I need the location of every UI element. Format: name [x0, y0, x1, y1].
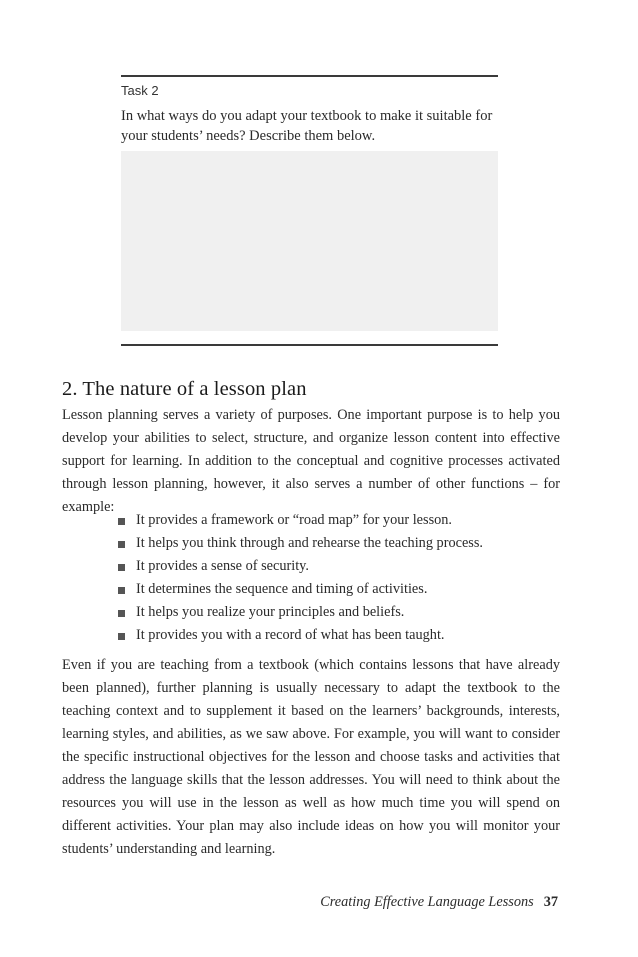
section-heading: 2. The nature of a lesson plan: [62, 378, 307, 400]
square-bullet-icon: [118, 633, 125, 640]
square-bullet-icon: [118, 564, 125, 571]
list-item: [118, 624, 483, 647]
list-item-text: It provides you with a record of what has been taught.: [136, 627, 445, 643]
list-item: [118, 509, 483, 532]
square-bullet-icon: [118, 587, 125, 594]
square-bullet-icon: [118, 610, 125, 617]
list-item-text: It provides a framework or “road map” for your lesson.: [136, 512, 453, 528]
bullet-list: [118, 509, 483, 647]
page-footer: [320, 894, 558, 911]
list-item-text: It helps you realize your principles and beliefs.: [136, 604, 405, 620]
list-item-text: It provides a sense of security.: [136, 558, 309, 574]
task-bottom-rule: [121, 344, 498, 346]
square-bullet-icon: [118, 518, 125, 525]
list-item: [118, 532, 483, 555]
answer-box: [121, 151, 498, 331]
running-footer-title: Creating Effective Language Lessons: [320, 894, 534, 910]
list-item: [118, 601, 483, 624]
list-item: [118, 578, 483, 601]
list-item-text: It determines the sequence and timing of activities.: [136, 581, 428, 597]
intro-paragraph: Lesson planning serves a variety of purposes. One important purpose is to help you develop your abilities to select, structure, and organize lesson content into effective support for learning. In addition to the conceptual and cognitive processes activated through lesson planning, however, it also serves a number of other functions – for example:: [62, 407, 560, 515]
closing-paragraph: Even if you are teaching from a textbook (which contains lessons that have already been planned), further planning is usually necessary to adapt the textbook to the teaching context and to supplement it based on the learners’ backgrounds, interests, learning styles, and abilities, as we saw above. For example, you will want to consider the specific instructional objectives for the lesson and choose tasks and activities that address the language skills that the lesson addresses. You will need to think about the resources you will use in the lesson as well as how much time you will spend on different activities. Your plan may also include ideas on how you will monitor your students’ understanding and learning.: [62, 657, 560, 857]
list-item: [118, 555, 483, 578]
task-top-rule: [121, 75, 498, 77]
task-question: In what ways do you adapt your textbook to make it suitable for your students’ needs? Describe them below.: [121, 108, 493, 144]
task-label: Task 2: [121, 83, 159, 98]
list-item-text: It helps you think through and rehearse the teaching process.: [136, 535, 483, 551]
square-bullet-icon: [118, 541, 125, 548]
page-number: 37: [543, 894, 558, 910]
